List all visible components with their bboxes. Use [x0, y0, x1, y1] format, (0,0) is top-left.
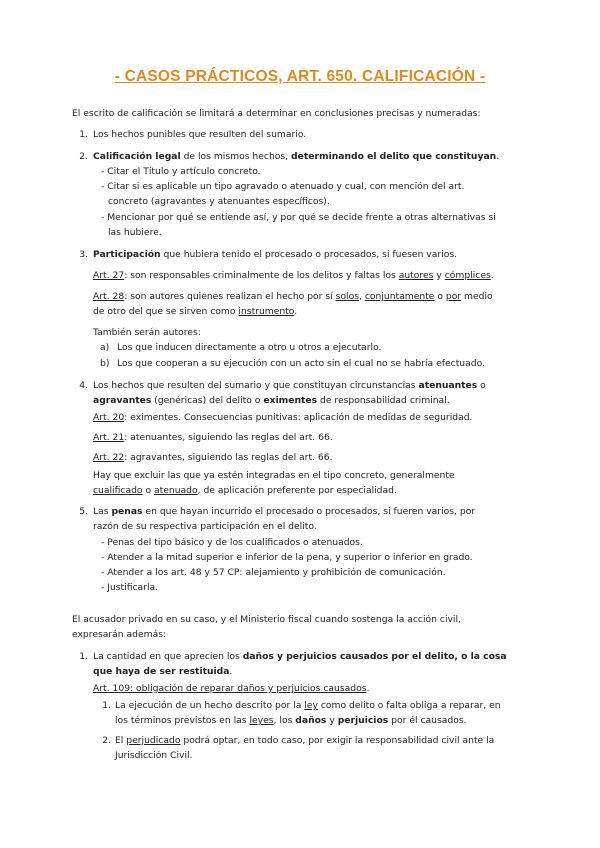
item-5-line-2: razón de su respectiva participación en el delito. — [93, 521, 317, 532]
atenuantes-bold: atenuantes — [418, 380, 478, 391]
eximentes-bold: eximentes — [263, 395, 318, 406]
complices-link: cómplices — [444, 270, 491, 281]
item-5-dash-1: - Penas del tipo básico y de los cualificados o atenuados. — [101, 537, 363, 548]
danos-perjuicios-bold: daños y perjuicios causados por el delito, o la cosa — [242, 651, 507, 662]
autores-link: autores — [398, 270, 434, 281]
sub-a-label: a) — [100, 342, 110, 353]
art-21-text: : atenuantes, siguiendo las reglas del art. 66. — [124, 432, 333, 443]
item-4-t1b: o — [477, 380, 486, 391]
art-21-line — [93, 431, 333, 445]
sub-b-label: b) — [100, 358, 110, 369]
art-28-line-1 — [93, 290, 493, 304]
excluir-o: o — [142, 485, 154, 496]
art-109-sub-2-number: 2. — [102, 735, 111, 746]
art-27-dot: . — [490, 270, 494, 281]
art-109-dot: . — [366, 683, 370, 694]
atenuado-link: atenuado — [154, 485, 198, 496]
excluir-line-1: Hay que excluir las que ya estén integradas en el tipo concreto, generalmente — [93, 470, 455, 481]
sub-a-text: Los que inducen directamente a otro u otros a ejecutarlo. — [117, 342, 382, 353]
sub1-a: La ejecución de un hecho descrito por la — [115, 700, 305, 711]
item-2-text — [93, 150, 499, 164]
penas-bold: penas — [111, 506, 143, 517]
item-3-text — [93, 248, 457, 262]
sub1-d: , los — [273, 715, 296, 726]
item-5-dash-3: - Atender a los art. 48 y 57 CP: alejamiento y prohibición de comunicación. — [101, 567, 446, 578]
leyes-link: leyes — [249, 715, 274, 726]
sub2-a: El — [115, 735, 127, 746]
item-3-rest: que hubiera tenido el procesado o procesados, si fuesen varios. — [160, 249, 458, 260]
acusador-line-2: expresarán además: — [72, 629, 167, 640]
item-2-dash-3b: las hubiere. — [108, 227, 162, 238]
tambien-text: También serán autores: — [93, 327, 201, 338]
item-5-dash-4: - Justificarla. — [101, 582, 159, 593]
art-109-sub-2-line-2: Jurisdicción Civil. — [115, 750, 193, 761]
restituida-bold: que haya de ser restituida — [93, 666, 230, 677]
art-21-link: Art. 21 — [93, 432, 125, 443]
perjuicios-bold: perjuicios — [337, 715, 389, 726]
item-2-dash-2a: - Citar si es aplicable un tipo agravado o atenuado y cual, con mención del art. — [101, 181, 465, 192]
art-109-line — [93, 682, 369, 696]
sub1-b: como delito o falta obliga a reparar, en — [317, 700, 501, 711]
item-2-dash-3a: - Mencionar por qué se entiende así, y por qué se decide frente a otras alternativas si — [101, 212, 496, 223]
perjudicado-link: perjudicado — [126, 735, 181, 746]
art-22-line — [93, 451, 333, 465]
civil-dot: . — [229, 666, 233, 677]
sub1-e: por él causados. — [388, 715, 467, 726]
art-109-sub-2-line-1 — [115, 734, 494, 748]
conjuntamente-link: conjuntamente — [364, 291, 435, 302]
art-22-link: Art. 22 — [93, 452, 125, 463]
art-27-y: y — [433, 270, 445, 281]
sub1-y: y — [326, 715, 338, 726]
civil-item-1-line-1 — [93, 650, 507, 664]
item-4-t1: Los hechos que resulten del sumario y que constituyan circunstancias — [93, 380, 419, 391]
item-2-dash-2b: concreto (agravantes y atenuantes específicos). — [108, 196, 330, 207]
art-27-line — [93, 269, 494, 283]
instrumento-link: instrumento — [238, 306, 295, 317]
participacion-bold: Participación — [93, 249, 161, 260]
cualificado-link: cualificado — [93, 485, 143, 496]
art-28-text: : son autores quienes realizan el hecho por sí — [124, 291, 336, 302]
acusador-line-1: El acusador privado en su caso, y el Ministerio fiscal cuando sostenga la acción civil, — [72, 614, 461, 625]
calificacion-legal-bold: Calificación legal — [93, 151, 181, 162]
item-5-t1b: en que hayan incurrido el procesado o procesados, si fueren varios, por — [142, 506, 476, 517]
sub-b-text: Los que cooperan a su ejecución con un acto sin el cual no se habría efectuado. — [117, 358, 485, 369]
item-5-dash-2: - Atender a la mitad superior e inferior de la pena, y superior o inferior en grado. — [101, 552, 473, 563]
art-20-text: : eximentes. Consecuencias punitivas: aplicación de medidas de seguridad. — [124, 412, 473, 423]
sub1-c: los términos previstos en las — [115, 715, 250, 726]
civil-item-1-number: 1. — [79, 651, 88, 662]
intro-text: El escrito de calificación se limitará a determinar en conclusiones precisas y numeradas: — [72, 108, 481, 119]
item-4-number: 4. — [79, 380, 88, 391]
item-1-text: Los hechos punibles que resulten del sumario. — [93, 129, 307, 140]
art-109-link: Art. 109: obligación de reparar daños y perjuicios causados — [93, 683, 367, 694]
item-2-mid: de los mismos hechos, — [180, 151, 292, 162]
civil-t1a: La cantidad en que aprecien los — [93, 651, 243, 662]
item-2-dash-1: - Citar el Título y artículo concreto. — [101, 166, 261, 177]
art-109-sub-1-line-2 — [115, 714, 467, 728]
art-28-comma: , — [358, 291, 365, 302]
item-2-end: . — [496, 151, 500, 162]
art-20-link: Art. 20 — [93, 412, 125, 423]
art-27-text: : son responsables criminalmente de los delitos y faltas los — [124, 270, 399, 281]
art-20-line — [93, 411, 472, 425]
ley-link: ley — [304, 700, 318, 711]
solos-link: solos — [335, 291, 359, 302]
por-link: por — [445, 291, 462, 302]
item-4-line-1 — [93, 379, 486, 393]
art-109-sub-1-number: 1. — [102, 700, 111, 711]
civil-item-1-line-2 — [93, 665, 232, 679]
item-2-number: 2. — [79, 151, 88, 162]
determinando-bold: determinando el delito que constituyan — [291, 151, 497, 162]
art-28-link: Art. 28 — [93, 291, 125, 302]
excluir-rest: , de aplicación preferente por especialidad. — [197, 485, 397, 496]
art-22-text: : agravantes, siguiendo las reglas del art. 66. — [124, 452, 333, 463]
item-1-number: 1. — [79, 129, 88, 140]
danos-bold: daños — [295, 715, 327, 726]
sub2-b: podrá optar, en todo caso, por exigir la responsabilidad civil ante la — [180, 735, 495, 746]
art-28-o: o — [434, 291, 446, 302]
art-28-dot: . — [294, 306, 298, 317]
item-4-t2b: de responsabilidad criminal. — [317, 395, 450, 406]
item-5-number: 5. — [79, 506, 88, 517]
art-28-line-2-text: de otro del que se sirven como — [93, 306, 239, 317]
excluir-line-2 — [93, 484, 397, 498]
item-3-number: 3. — [79, 249, 88, 260]
art-109-sub-1-line-1 — [115, 699, 501, 713]
item-4-t2: (genéricas) del delito o — [151, 395, 264, 406]
item-4-line-2 — [93, 394, 450, 408]
art-28-medio: medio — [461, 291, 493, 302]
page-title: - CASOS PRÁCTICOS, ART. 650. CALIFICACIÓN - — [114, 68, 486, 85]
agravantes-bold: agravantes — [93, 395, 152, 406]
item-5-t1a: Las — [93, 506, 112, 517]
art-28-line-2 — [93, 305, 297, 319]
art-27-link: Art. 27 — [93, 270, 125, 281]
item-5-line-1 — [93, 505, 475, 519]
